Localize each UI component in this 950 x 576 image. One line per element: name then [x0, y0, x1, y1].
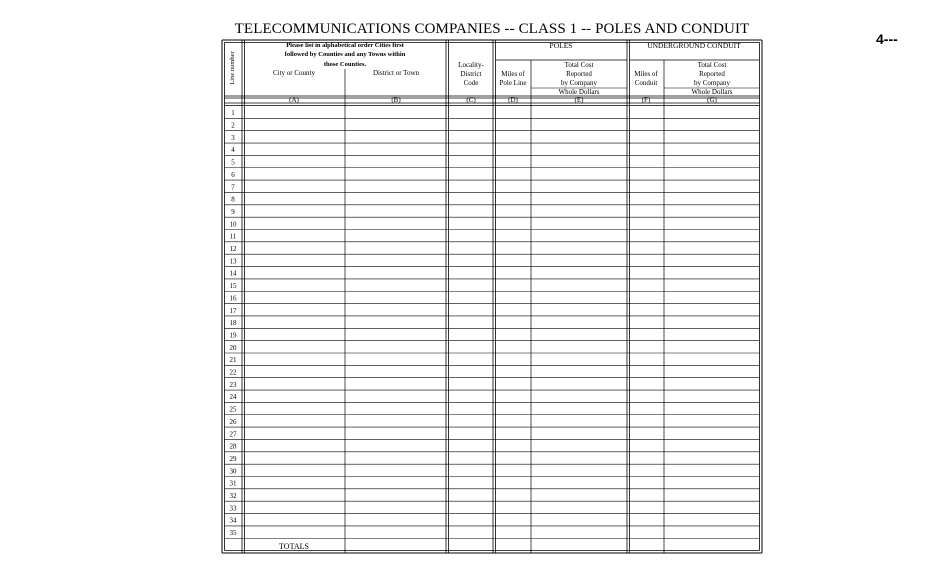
poles-cost-header-1: Total Cost	[564, 61, 594, 69]
conduit-cost-header-1: Total Cost	[697, 61, 727, 69]
line-number: 20	[229, 343, 237, 352]
miles-pole-header-1: Miles of	[501, 70, 525, 78]
conduit-whole-dollars: Whole Dollars	[691, 88, 733, 96]
line-number: 12	[229, 245, 237, 253]
line-number: 30	[229, 467, 237, 476]
line-number: 26	[229, 417, 237, 426]
poles-cost-header-2: Reported	[566, 70, 592, 78]
column-letter-b: (B)	[391, 96, 401, 104]
column-letter-a: (A)	[289, 96, 299, 104]
line-number: 33	[229, 504, 237, 513]
line-number: 8	[231, 195, 235, 204]
line-number: 3	[231, 133, 235, 142]
line-number: 4	[231, 146, 235, 155]
page-number: 4---	[876, 31, 898, 47]
line-number: 34	[229, 516, 237, 525]
city-or-county-header: City or County	[272, 69, 316, 77]
line-number: 1	[231, 109, 235, 118]
conduit-cost-header-2: Reported	[699, 70, 725, 78]
line-number: 6	[231, 170, 235, 179]
column-letter-c: (C)	[466, 96, 476, 104]
column-letter-d: (D)	[508, 96, 518, 104]
line-number: 19	[229, 331, 237, 340]
instruction-line-2: followed by Counties and any Towns within	[284, 51, 406, 58]
line-number: 10	[229, 220, 237, 229]
line-number: 27	[229, 430, 237, 439]
line-number: 25	[229, 405, 237, 414]
column-letter-g: (G)	[707, 96, 717, 104]
line-number: 35	[229, 529, 237, 538]
column-letter-e: (E)	[574, 96, 584, 104]
miles-pole-header-2: Pole Line	[499, 79, 527, 87]
line-number: 18	[229, 319, 237, 328]
line-number: 15	[229, 282, 237, 291]
instruction-line-3: those Counties.	[323, 61, 367, 68]
poles-group-header: POLES	[549, 41, 573, 50]
line-number: 22	[229, 368, 237, 377]
locality-header-2: District	[460, 70, 482, 78]
line-number: 29	[229, 454, 237, 463]
line-number: 23	[229, 380, 237, 389]
instruction-line-1: Please list in alphabetical order Cities first	[286, 42, 404, 49]
line-number: 16	[229, 294, 237, 303]
line-number: 13	[229, 257, 237, 266]
miles-conduit-header-2: Conduit	[634, 79, 658, 87]
line-number: 11	[229, 232, 237, 241]
column-letter-f: (F)	[641, 96, 651, 104]
form-title: TELECOMMUNICATIONS COMPANIES -- CLASS 1 -- POLES AND CONDUIT	[234, 21, 750, 37]
line-number: 2	[231, 121, 235, 130]
line-number-header: Line number	[229, 51, 236, 85]
line-number: 28	[229, 442, 237, 451]
line-number: 24	[229, 393, 237, 402]
district-or-town-header: District or Town	[372, 69, 420, 77]
line-number: 5	[231, 158, 235, 167]
line-number: 7	[231, 183, 235, 192]
conduit-cost-header-3: by Company	[694, 79, 730, 87]
miles-conduit-header-1: Miles of	[634, 70, 658, 78]
locality-header-1: Locality-	[458, 61, 484, 69]
totals-label: TOTALS	[279, 542, 309, 551]
poles-whole-dollars: Whole Dollars	[558, 88, 600, 96]
poles-cost-header-3: by Company	[561, 79, 597, 87]
line-number: 14	[229, 269, 237, 278]
line-number: 21	[229, 356, 237, 365]
line-number: 32	[229, 492, 237, 500]
line-number: 31	[229, 479, 237, 488]
underground-group-header: UNDERGROUND CONDUIT	[647, 41, 741, 50]
locality-header-3: Code	[463, 79, 479, 87]
line-number: 9	[231, 207, 235, 216]
line-number: 17	[229, 306, 237, 315]
